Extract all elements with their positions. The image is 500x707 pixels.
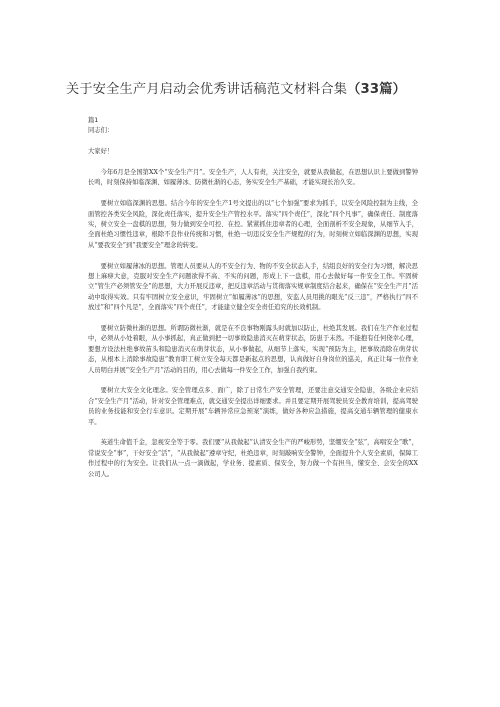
paragraph: 今年6月是全国第XX个“安全生产月”。安全生产，人人有责，关注安全，就要从我做起，在思想认识上要做到警钟长鸣，时刻保持如临深渊、如履薄冰、防微杜渐的心态，务实安全生产基础，才能实现长治久安。 (88, 169, 418, 187)
paragraph: 要树立如临深渊的思想。结合今年的安全生产1号文提出的以“七个加强”要求为抓手，以安全风险控制为主线，全面管控各类安全风险，深化责任落实，提升安全生产管控水平。落实“四个责任”，深化“四个凡事”，确保责任、制度落实，树立安全一盘棋的思想，努力做到安全可控、在控。紧紧抓住违章者的心理，全面剖析不安全现象，从细节入手，全面杜绝习惯性违章，根除不良作业传统和习惯，杜绝一切违反安全生产规程的行为，时刻树立如临深渊的思想，实现从“要我安全”到“我要安全”理念的转变。 (88, 200, 418, 249)
paragraph: 英道生命值千金，忽视安全等于零。我们要“从我做起”认清安全生产的严峻形势，坚绷安全“弦”，高唱安全“歌”，常说安全“事”，干好安全“活”，“从我做起”遵章守纪，杜绝违章，时刻敲响安全警钟，全面提升个人安全素质，保障工作过程中的行为安全。让我们从一点一滴做起，学业务、提素质、保安全，努力做一个有担当，懂安全、会安全的XX公司人。 (88, 439, 418, 478)
greeting-comrades: 同志们： (88, 127, 114, 135)
title-count: （33篇） (347, 82, 407, 97)
title-main: 关于安全生产月启动会优秀讲话稿范文材料合集 (66, 82, 348, 97)
greeting-hello: 大家好！ (88, 148, 114, 156)
document-body (88, 116, 418, 480)
document-title (66, 78, 446, 97)
paragraph: 要树立大安全文化理念。安全管理点多、面广，除了日常生产安全管理，还要注意交通安全隐患，各级企业应结合“安全生产月”活动，针对安全管理难点，就交通安全提出详细要求。并且要定期开展驾驶员安全教育培训，提高驾驶员的业务技能和安全行车意识。定期开展“车辆异常应急预案”演练，做好各种应急措施，提高交通车辆管理的健康水平。 (88, 387, 418, 426)
section-heading: 篇1 (88, 117, 99, 124)
paragraph: 要树立如履薄冰的思想。管理人员要从人的不安全行为、物的不安全状态入手，结组良好的安全行为习惯，解决思想上麻痹大意，克服对安全生产问题欲得不高、不实的问题，形成上下一盘棋，用心去做好每一件安全工作。牢固树立“管生产必须管安全”的思想，大力开展反违章，把反违章活动与贯彻落实规章制度结合起来，确保在“安全生产月”活动中取得实效。只有牢固树立安全意识，牢固树立“如履薄冰”的思想，安监人员用挑的眼光“反三违”，严格执行“四不放过”和“四个凡是”，全面落实“四个责任”，才能建立健全安全责任追究的长效机制。 (88, 262, 418, 312)
paragraph: 要树立防微杜渐的思想。所谓防微杜渐，就是在不良事物刚露头时就加以防止，杜绝其发展。我们在生产作业过程中，必须从小处着眼，从小事抓起，真正做到把一切事故隐患消灭在萌芽状态，防患于未然。不能抱有任何侥幸心理，要想方设法杜绝事故苗头和隐患消灭在萌芽状态，从小事做起，从细节上落实，实现“预防为主，把事故消除在萌芽状态，从根本上消除事故隐患”教育职工树立安全每天都是新起点的思想，认真做好自身岗位的巡关，真正让每一位作业人员明白并展“安全生产月”活动的目的，用心去做每一件安全工作，加强自我约束。 (88, 325, 418, 374)
